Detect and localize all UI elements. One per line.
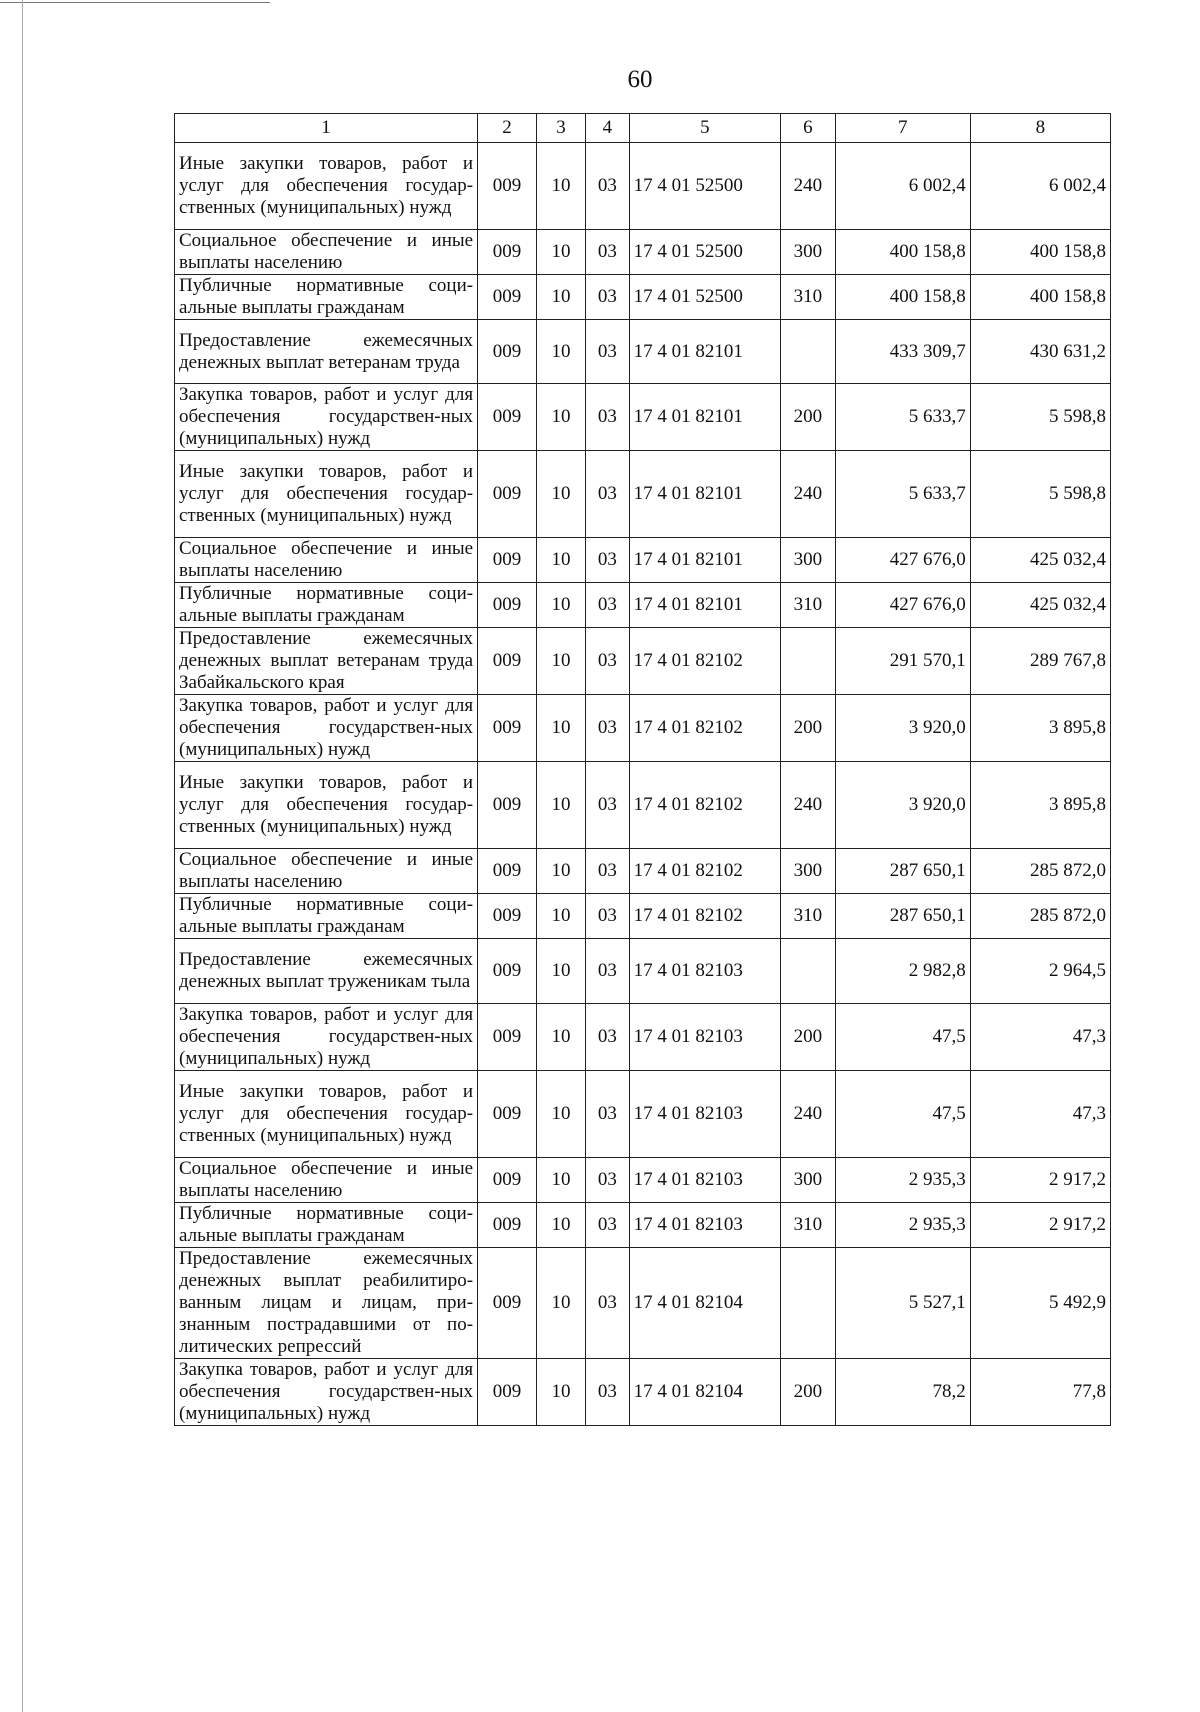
cell-target-article: 17 4 01 52500: [629, 230, 781, 275]
header-cell-4: 4: [586, 114, 629, 143]
cell-ministry-code: 009: [478, 451, 537, 538]
cell-amount-col7: 5 633,7: [835, 384, 970, 451]
cell-expense-type: [781, 628, 836, 695]
cell-expense-type: 240: [781, 451, 836, 538]
header-cell-6: 6: [781, 114, 836, 143]
cell-name: Закупка товаров, работ и услуг для обеспечения государствен-ных (муниципальных) нужд: [175, 1359, 478, 1426]
cell-expense-type: 300: [781, 538, 836, 583]
cell-target-article: 17 4 01 82103: [629, 1071, 781, 1158]
cell-amount-col8: 5 598,8: [970, 384, 1110, 451]
cell-expense-type: 310: [781, 583, 836, 628]
cell-section: 10: [536, 939, 585, 1004]
cell-name: Публичные нормативные соци-альные выплаты гражданам: [175, 583, 478, 628]
cell-subsection: 03: [586, 695, 629, 762]
cell-ministry-code: 009: [478, 1203, 537, 1248]
cell-subsection: 03: [586, 143, 629, 230]
cell-subsection: 03: [586, 583, 629, 628]
cell-ministry-code: 009: [478, 1004, 537, 1071]
header-cell-5: 5: [629, 114, 781, 143]
page-number: 60: [627, 66, 653, 93]
cell-name: Социальное обеспечение и иные выплаты населению: [175, 1158, 478, 1203]
table-row: [175, 939, 1111, 1004]
cell-ministry-code: 009: [478, 762, 537, 849]
cell-expense-type: 240: [781, 143, 836, 230]
cell-amount-col7: 287 650,1: [835, 894, 970, 939]
table-row: [175, 894, 1111, 939]
cell-subsection: 03: [586, 894, 629, 939]
header-cell-3: 3: [536, 114, 585, 143]
table-row: [175, 143, 1111, 230]
cell-expense-type: 310: [781, 894, 836, 939]
cell-amount-col8: 5 492,9: [970, 1248, 1110, 1359]
cell-target-article: 17 4 01 82103: [629, 1158, 781, 1203]
cell-target-article: 17 4 01 82101: [629, 451, 781, 538]
cell-ministry-code: 009: [478, 894, 537, 939]
cell-expense-type: [781, 320, 836, 384]
cell-section: 10: [536, 894, 585, 939]
cell-name: Публичные нормативные соци-альные выплаты гражданам: [175, 894, 478, 939]
cell-ministry-code: 009: [478, 695, 537, 762]
budget-table: [174, 113, 1111, 1426]
cell-section: 10: [536, 1071, 585, 1158]
cell-subsection: 03: [586, 1158, 629, 1203]
cell-section: 10: [536, 583, 585, 628]
cell-expense-type: 240: [781, 762, 836, 849]
header-row: [175, 114, 1111, 143]
cell-amount-col8: 400 158,8: [970, 230, 1110, 275]
cell-amount-col7: 427 676,0: [835, 538, 970, 583]
cell-amount-col7: 47,5: [835, 1071, 970, 1158]
table-header: [175, 114, 1111, 143]
cell-target-article: 17 4 01 82103: [629, 1203, 781, 1248]
cell-section: 10: [536, 1004, 585, 1071]
cell-amount-col7: 5 633,7: [835, 451, 970, 538]
cell-ministry-code: 009: [478, 1158, 537, 1203]
cell-amount-col7: 6 002,4: [835, 143, 970, 230]
cell-name: Иные закупки товаров, работ и услуг для обеспечения государ-ственных (муниципальных) нужд: [175, 762, 478, 849]
cell-expense-type: [781, 1248, 836, 1359]
cell-expense-type: 300: [781, 1158, 836, 1203]
table-row: [175, 275, 1111, 320]
cell-name: Социальное обеспечение и иные выплаты населению: [175, 849, 478, 894]
cell-amount-col7: 2 982,8: [835, 939, 970, 1004]
cell-expense-type: 240: [781, 1071, 836, 1158]
cell-amount-col8: 2 917,2: [970, 1158, 1110, 1203]
cell-subsection: 03: [586, 275, 629, 320]
table-row: [175, 1158, 1111, 1203]
table-row: [175, 583, 1111, 628]
cell-name: Иные закупки товаров, работ и услуг для обеспечения государ-ственных (муниципальных) нужд: [175, 451, 478, 538]
cell-section: 10: [536, 384, 585, 451]
cell-ministry-code: 009: [478, 849, 537, 894]
cell-expense-type: 310: [781, 275, 836, 320]
cell-target-article: 17 4 01 82102: [629, 762, 781, 849]
cell-name: Иные закупки товаров, работ и услуг для обеспечения государ-ственных (муниципальных) нужд: [175, 143, 478, 230]
cell-ministry-code: 009: [478, 628, 537, 695]
cell-amount-col7: 2 935,3: [835, 1203, 970, 1248]
cell-name: Иные закупки товаров, работ и услуг для обеспечения государ-ственных (муниципальных) нужд: [175, 1071, 478, 1158]
cell-amount-col8: 6 002,4: [970, 143, 1110, 230]
cell-section: 10: [536, 1248, 585, 1359]
table-body: [175, 143, 1111, 1426]
cell-amount-col7: 47,5: [835, 1004, 970, 1071]
cell-amount-col8: 3 895,8: [970, 695, 1110, 762]
cell-section: 10: [536, 762, 585, 849]
cell-subsection: 03: [586, 451, 629, 538]
cell-subsection: 03: [586, 1071, 629, 1158]
cell-amount-col7: 427 676,0: [835, 583, 970, 628]
table-row: [175, 695, 1111, 762]
cell-amount-col8: 3 895,8: [970, 762, 1110, 849]
cell-amount-col8: 285 872,0: [970, 849, 1110, 894]
cell-section: 10: [536, 538, 585, 583]
cell-target-article: 17 4 01 52500: [629, 143, 781, 230]
cell-amount-col8: 289 767,8: [970, 628, 1110, 695]
cell-subsection: 03: [586, 1004, 629, 1071]
cell-section: 10: [536, 143, 585, 230]
scan-edge-line-top: [0, 2, 270, 3]
cell-target-article: 17 4 01 82102: [629, 628, 781, 695]
cell-amount-col8: 425 032,4: [970, 538, 1110, 583]
cell-name: Закупка товаров, работ и услуг для обеспечения государствен-ных (муниципальных) нужд: [175, 695, 478, 762]
cell-ministry-code: 009: [478, 583, 537, 628]
cell-target-article: 17 4 01 82102: [629, 849, 781, 894]
cell-ministry-code: 009: [478, 384, 537, 451]
cell-amount-col8: 2 964,5: [970, 939, 1110, 1004]
cell-amount-col7: 291 570,1: [835, 628, 970, 695]
cell-subsection: 03: [586, 538, 629, 583]
cell-name: Предоставление ежемесячных денежных выплат ветеранам труда: [175, 320, 478, 384]
cell-target-article: 17 4 01 82102: [629, 894, 781, 939]
cell-amount-col8: 47,3: [970, 1071, 1110, 1158]
cell-ministry-code: 009: [478, 143, 537, 230]
cell-expense-type: 310: [781, 1203, 836, 1248]
cell-subsection: 03: [586, 1203, 629, 1248]
cell-ministry-code: 009: [478, 1359, 537, 1426]
table-row: [175, 230, 1111, 275]
cell-expense-type: 300: [781, 849, 836, 894]
cell-target-article: 17 4 01 82101: [629, 320, 781, 384]
cell-amount-col7: 287 650,1: [835, 849, 970, 894]
cell-name: Закупка товаров, работ и услуг для обеспечения государствен-ных (муниципальных) нужд: [175, 1004, 478, 1071]
cell-target-article: 17 4 01 82104: [629, 1359, 781, 1426]
cell-expense-type: 200: [781, 1359, 836, 1426]
scan-edge-line-left: [22, 0, 23, 1712]
cell-target-article: 17 4 01 82102: [629, 695, 781, 762]
cell-section: 10: [536, 1203, 585, 1248]
table-row: [175, 1203, 1111, 1248]
cell-ministry-code: 009: [478, 939, 537, 1004]
cell-name: Предоставление ежемесячных денежных выплат реабилитиро-ванным лицам и лицам, при-знанным пострадавшими от по-литических репрессий: [175, 1248, 478, 1359]
cell-name: Социальное обеспечение и иные выплаты населению: [175, 230, 478, 275]
cell-name: Публичные нормативные соци-альные выплаты гражданам: [175, 1203, 478, 1248]
cell-subsection: 03: [586, 1359, 629, 1426]
cell-subsection: 03: [586, 384, 629, 451]
header-cell-8: 8: [970, 114, 1110, 143]
cell-amount-col7: 2 935,3: [835, 1158, 970, 1203]
cell-subsection: 03: [586, 762, 629, 849]
table-row: [175, 1071, 1111, 1158]
cell-amount-col7: 400 158,8: [835, 230, 970, 275]
cell-amount-col8: 285 872,0: [970, 894, 1110, 939]
cell-name: Предоставление ежемесячных денежных выплат ветеранам труда Забайкальского края: [175, 628, 478, 695]
cell-expense-type: 300: [781, 230, 836, 275]
cell-section: 10: [536, 695, 585, 762]
cell-section: 10: [536, 275, 585, 320]
cell-section: 10: [536, 1158, 585, 1203]
cell-target-article: 17 4 01 82101: [629, 583, 781, 628]
cell-name: Предоставление ежемесячных денежных выплат труженикам тыла: [175, 939, 478, 1004]
cell-amount-col8: 77,8: [970, 1359, 1110, 1426]
table-row: [175, 1248, 1111, 1359]
cell-target-article: 17 4 01 52500: [629, 275, 781, 320]
cell-amount-col7: 3 920,0: [835, 762, 970, 849]
cell-subsection: 03: [586, 320, 629, 384]
cell-name: Социальное обеспечение и иные выплаты населению: [175, 538, 478, 583]
cell-section: 10: [536, 320, 585, 384]
cell-target-article: 17 4 01 82104: [629, 1248, 781, 1359]
cell-section: 10: [536, 628, 585, 695]
cell-name: Закупка товаров, работ и услуг для обеспечения государствен-ных (муниципальных) нужд: [175, 384, 478, 451]
cell-ministry-code: 009: [478, 275, 537, 320]
cell-section: 10: [536, 451, 585, 538]
cell-amount-col8: 47,3: [970, 1004, 1110, 1071]
cell-section: 10: [536, 849, 585, 894]
cell-ministry-code: 009: [478, 1071, 537, 1158]
table-row: [175, 538, 1111, 583]
cell-amount-col7: 3 920,0: [835, 695, 970, 762]
cell-amount-col7: 433 309,7: [835, 320, 970, 384]
cell-target-article: 17 4 01 82101: [629, 538, 781, 583]
cell-amount-col7: 78,2: [835, 1359, 970, 1426]
cell-amount-col7: 400 158,8: [835, 275, 970, 320]
cell-section: 10: [536, 1359, 585, 1426]
cell-amount-col8: 5 598,8: [970, 451, 1110, 538]
table-row: [175, 451, 1111, 538]
cell-amount-col8: 2 917,2: [970, 1203, 1110, 1248]
table-row: [175, 384, 1111, 451]
cell-amount-col8: 425 032,4: [970, 583, 1110, 628]
header-cell-1: 1: [175, 114, 478, 143]
cell-target-article: 17 4 01 82103: [629, 939, 781, 1004]
cell-ministry-code: 009: [478, 230, 537, 275]
table-row: [175, 320, 1111, 384]
cell-target-article: 17 4 01 82101: [629, 384, 781, 451]
cell-ministry-code: 009: [478, 320, 537, 384]
table-row: [175, 628, 1111, 695]
cell-amount-col7: 5 527,1: [835, 1248, 970, 1359]
cell-target-article: 17 4 01 82103: [629, 1004, 781, 1071]
cell-subsection: 03: [586, 939, 629, 1004]
cell-expense-type: 200: [781, 1004, 836, 1071]
cell-subsection: 03: [586, 1248, 629, 1359]
table-row: [175, 1359, 1111, 1426]
cell-name: Публичные нормативные соци-альные выплаты гражданам: [175, 275, 478, 320]
table-row: [175, 849, 1111, 894]
header-cell-2: 2: [478, 114, 537, 143]
cell-subsection: 03: [586, 230, 629, 275]
table-row: [175, 762, 1111, 849]
cell-subsection: 03: [586, 628, 629, 695]
cell-amount-col8: 400 158,8: [970, 275, 1110, 320]
cell-ministry-code: 009: [478, 538, 537, 583]
cell-subsection: 03: [586, 849, 629, 894]
cell-section: 10: [536, 230, 585, 275]
header-cell-7: 7: [835, 114, 970, 143]
cell-expense-type: 200: [781, 384, 836, 451]
cell-expense-type: 200: [781, 695, 836, 762]
cell-amount-col8: 430 631,2: [970, 320, 1110, 384]
table-row: [175, 1004, 1111, 1071]
cell-ministry-code: 009: [478, 1248, 537, 1359]
cell-expense-type: [781, 939, 836, 1004]
